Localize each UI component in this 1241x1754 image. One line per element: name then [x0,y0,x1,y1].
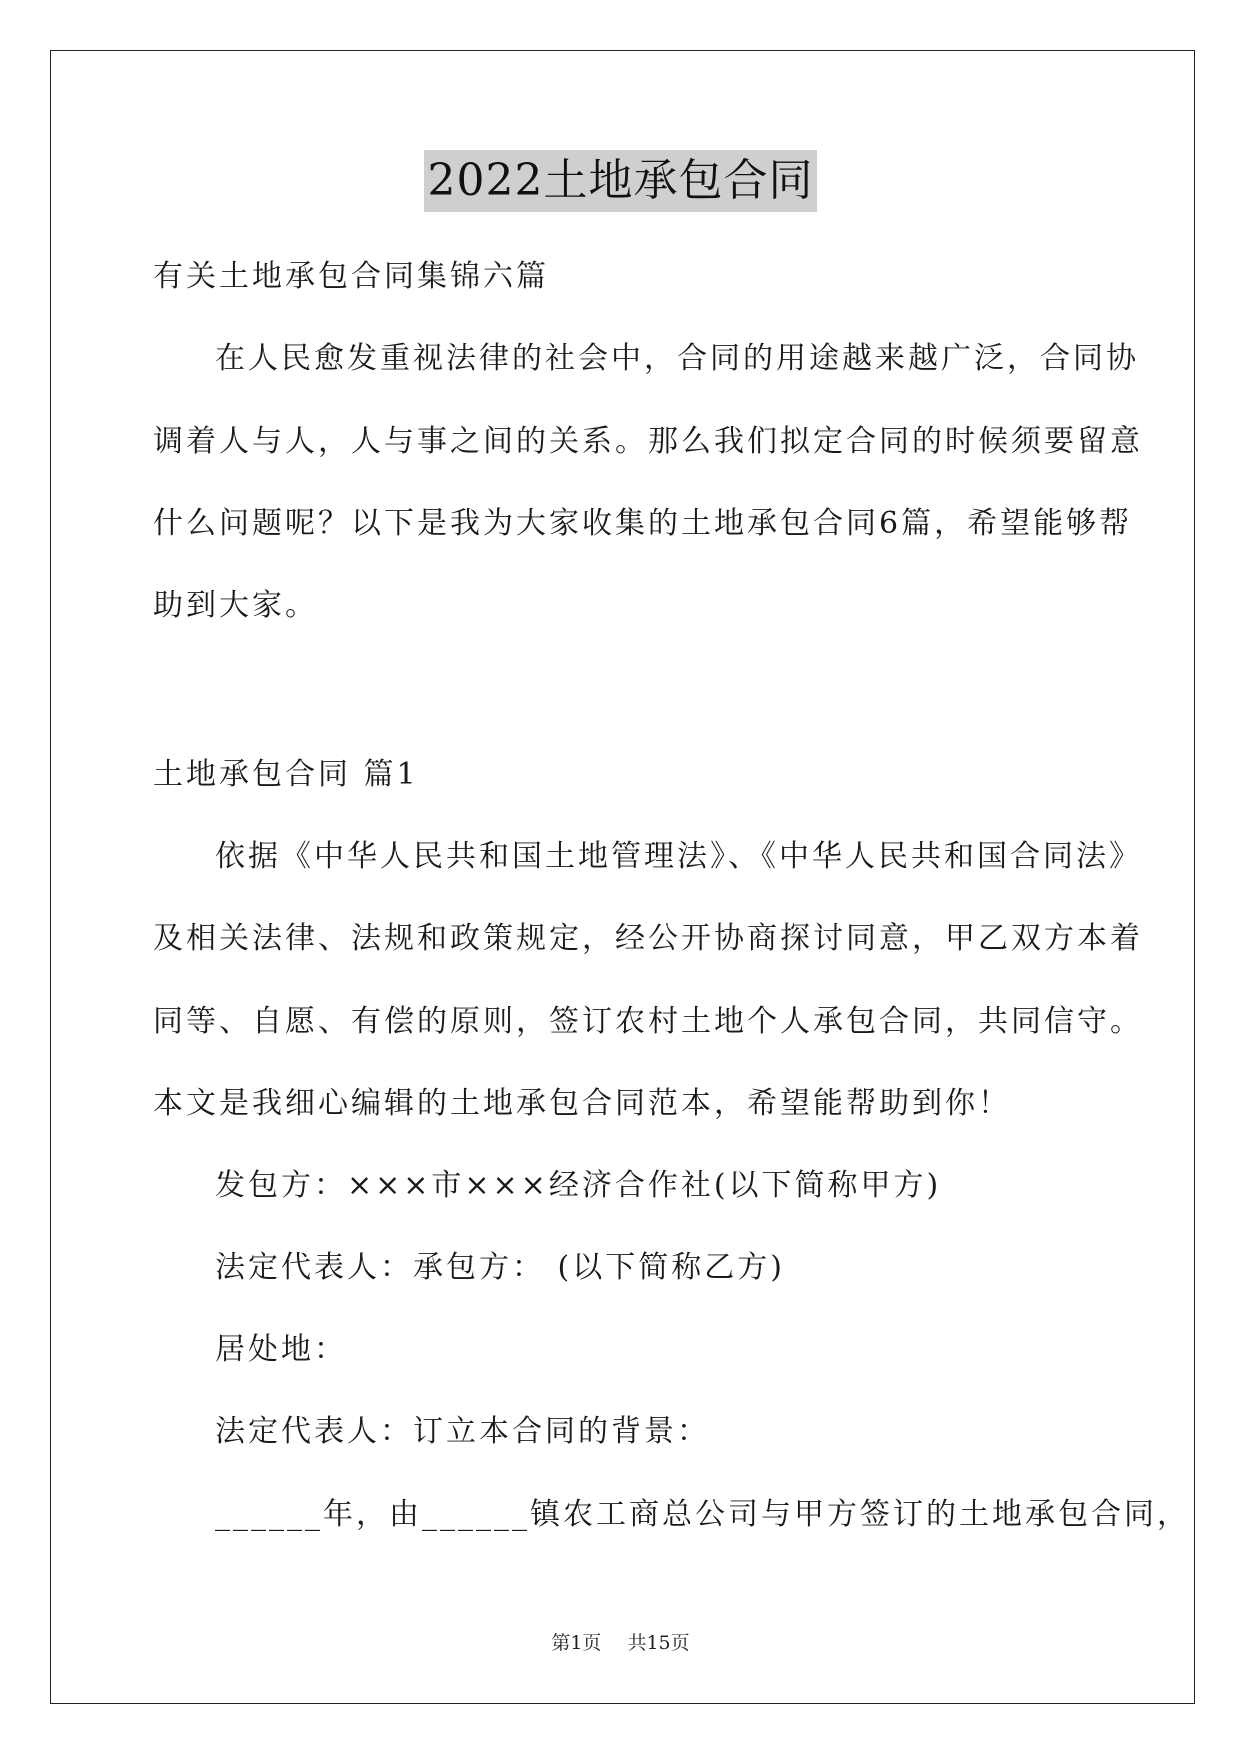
text-line: 什么问题呢？以下是我为大家收集的土地承包合同6篇，希望能够帮 [153,506,1133,541]
text-line: 在人民愈发重视法律的社会中，合同的用途越来越广泛，合同协 [215,341,1139,376]
page-footer [0,1628,1241,1655]
text-line: 居处地： [215,1332,347,1367]
text-line: ______年，由______镇农工商总公司与甲方签订的土地承包合同， [215,1497,1190,1532]
page-frame [50,50,1195,1704]
title-wrap [0,150,1241,212]
page-total: 共15页 [627,1632,690,1654]
text-line: 本文是我细心编辑的土地承包合同范本，希望能帮助到你！ [153,1086,1011,1121]
text-line: 及相关法律、法规和政策规定，经公开协商探讨同意，甲乙双方本着 [153,921,1143,956]
page-number: 第1页 [551,1632,602,1654]
text-line: 依据《中华人民共和国土地管理法》、《中华人民共和国合同法》 [215,839,1142,874]
text-line: 同等、自愿、有偿的原则，签订农村土地个人承包合同，共同信守。 [153,1004,1143,1039]
document-title: 2022土地承包合同 [424,150,818,212]
text-line: 土地承包合同 篇1 [153,757,419,792]
text-line: 法定代表人：订立本合同的背景： [215,1414,710,1449]
text-line: 调着人与人，人与事之间的关系。那么我们拟定合同的时候须要留意 [153,424,1143,459]
text-line: 有关土地承包合同集锦六篇 [153,259,549,294]
text-line: 助到大家。 [153,588,318,623]
text-line: 法定代表人：承包方： (以下简称乙方) [215,1250,785,1285]
text-line: 发包方：×××市×××经济合作社(以下简称甲方) [215,1168,942,1203]
